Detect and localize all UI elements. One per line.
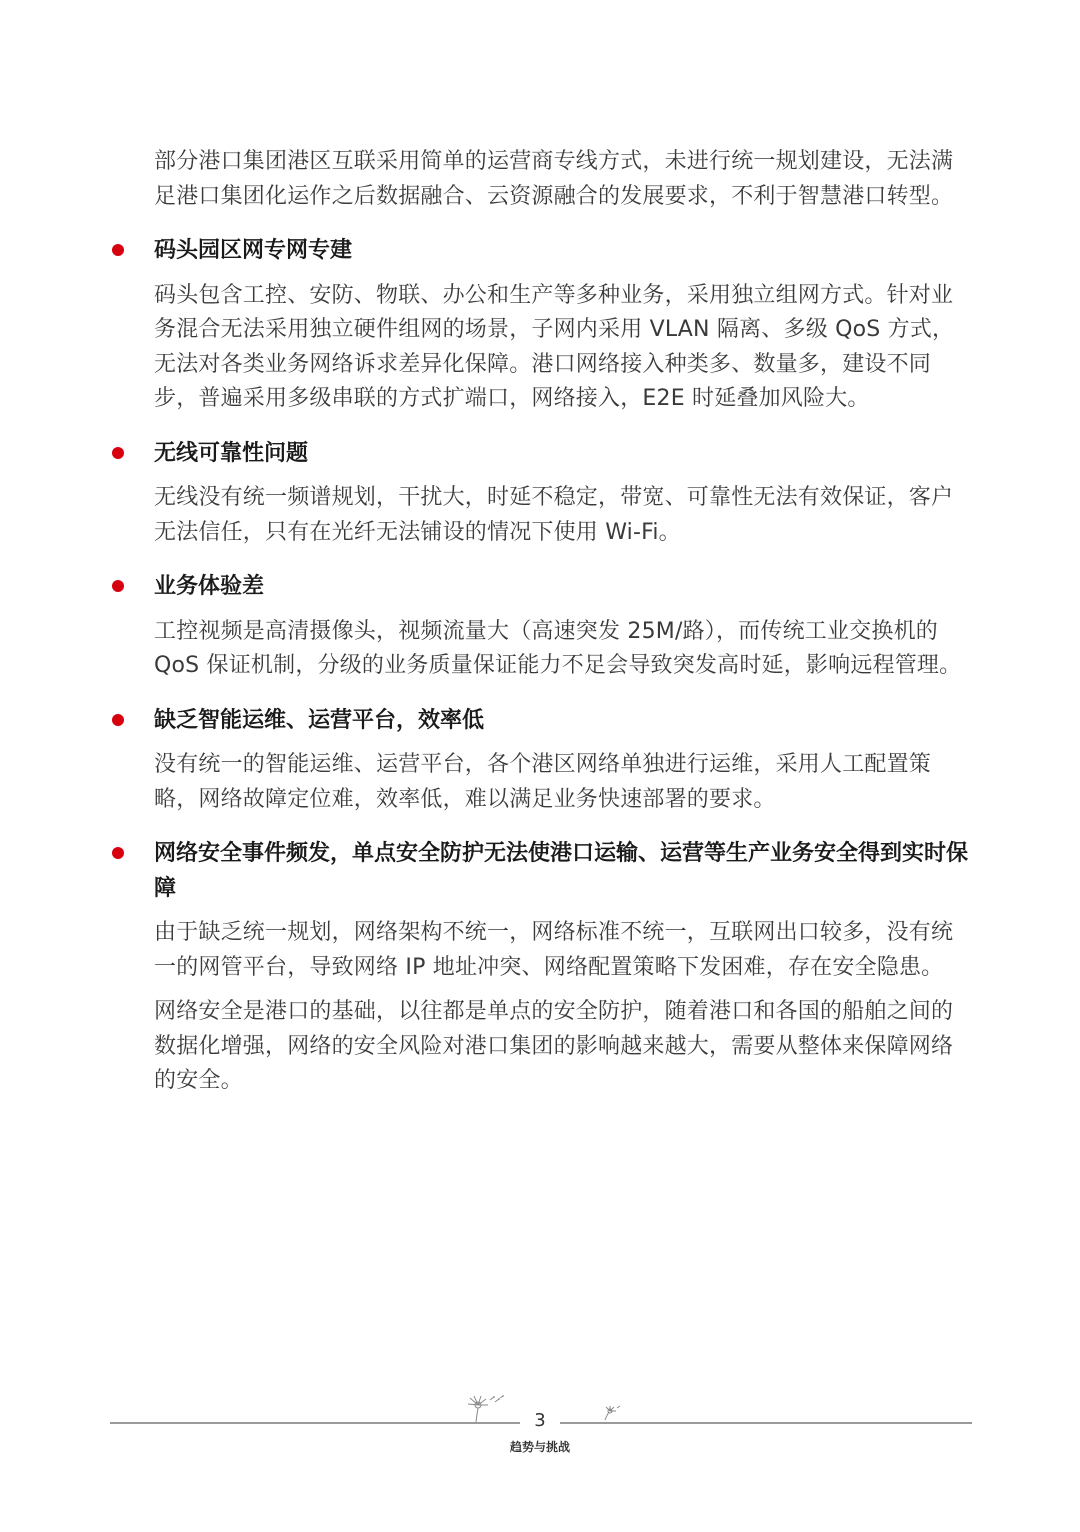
page-content <box>154 145 974 1119</box>
section-heading-text: 网络安全事件频发，单点安全防护无法使港口运输、运营等生产业务安全得到实时保障 <box>154 841 969 901</box>
bullet-icon <box>112 244 124 256</box>
section-service-experience <box>154 570 974 684</box>
section-heading-text: 缺乏智能运维、运营平台，效率低 <box>154 707 485 733</box>
section-wireless-reliability <box>154 437 974 551</box>
section-heading <box>154 234 974 269</box>
section-intelligent-ops <box>154 704 974 818</box>
section-heading <box>154 570 974 605</box>
footer-rule-left <box>110 1422 520 1424</box>
section-paragraph: 由于缺乏统一规划，网络架构不统一，网络标准不统一，互联网出口较多，没有统一的网管平台，导致网络 IP 地址冲突、网络配置策略下发困难，存在安全隐患。 <box>154 920 954 980</box>
bullet-icon <box>112 847 124 859</box>
section-network-security <box>154 837 974 1099</box>
footer-rule-right <box>560 1422 972 1424</box>
section-heading <box>154 704 974 739</box>
intro-paragraph: 部分港口集团港区互联采用简单的运营商专线方式，未进行统一规划建设，无法满足港口集团化运作之后数据融合、云资源融合的发展要求，不利于智慧港口转型。 <box>154 149 954 209</box>
section-heading <box>154 837 974 906</box>
section-heading <box>154 437 974 472</box>
section-heading-text: 码头园区网专网专建 <box>154 238 353 263</box>
section-paragraph: 没有统一的智能运维、运营平台，各个港区网络单独进行运维，采用人工配置策略，网络故障定位难，效率低，难以满足业务快速部署的要求。 <box>154 752 932 812</box>
section-paragraph: 码头包含工控、安防、物联、办公和生产等多种业务，采用独立组网方式。针对业务混合无法采用独立硬件组网的场景，子网内采用 VLAN 隔离、多级 QoS 方式，无法对各类业务网络诉求差异化保障。港口网络接入种类多、数量多，建设不同步，普遍采用多级串联的方式扩端口，网络接入，E2E 时延叠加风险大。 <box>154 282 955 411</box>
section-campus-network <box>154 234 974 417</box>
section-paragraph: 网络安全是港口的基础，以往都是单点的安全防护，随着港口和各国的船舶之间的数据化增强，网络的安全风险对港口集团的影响越来越大，需要从整体来保障网络的安全。 <box>154 999 954 1093</box>
section-heading-text: 业务体验差 <box>154 574 265 599</box>
footer-title: 趋势与挑战 <box>509 1440 570 1454</box>
section-heading-text: 无线可靠性问题 <box>154 440 309 466</box>
page-number: 3 <box>534 1410 546 1431</box>
section-paragraph: 无线没有统一频谱规划，干扰大，时延不稳定，带宽、可靠性无法有效保证，客户无法信任，只有在光纤无法铺设的情况下使用 Wi-Fi。 <box>154 485 954 545</box>
bullet-icon <box>112 447 124 459</box>
section-paragraph: 工控视频是高清摄像头，视频流量大（高速突发 25M/路），而传统工业交换机的 QoS 保证机制，分级的业务质量保证能力不足会导致突发高时延，影响远程管理。 <box>154 618 962 678</box>
small-dandelion-icon <box>600 1404 624 1422</box>
bullet-icon <box>112 714 124 726</box>
dandelion-icon <box>462 1394 508 1424</box>
bullet-icon <box>112 580 124 592</box>
